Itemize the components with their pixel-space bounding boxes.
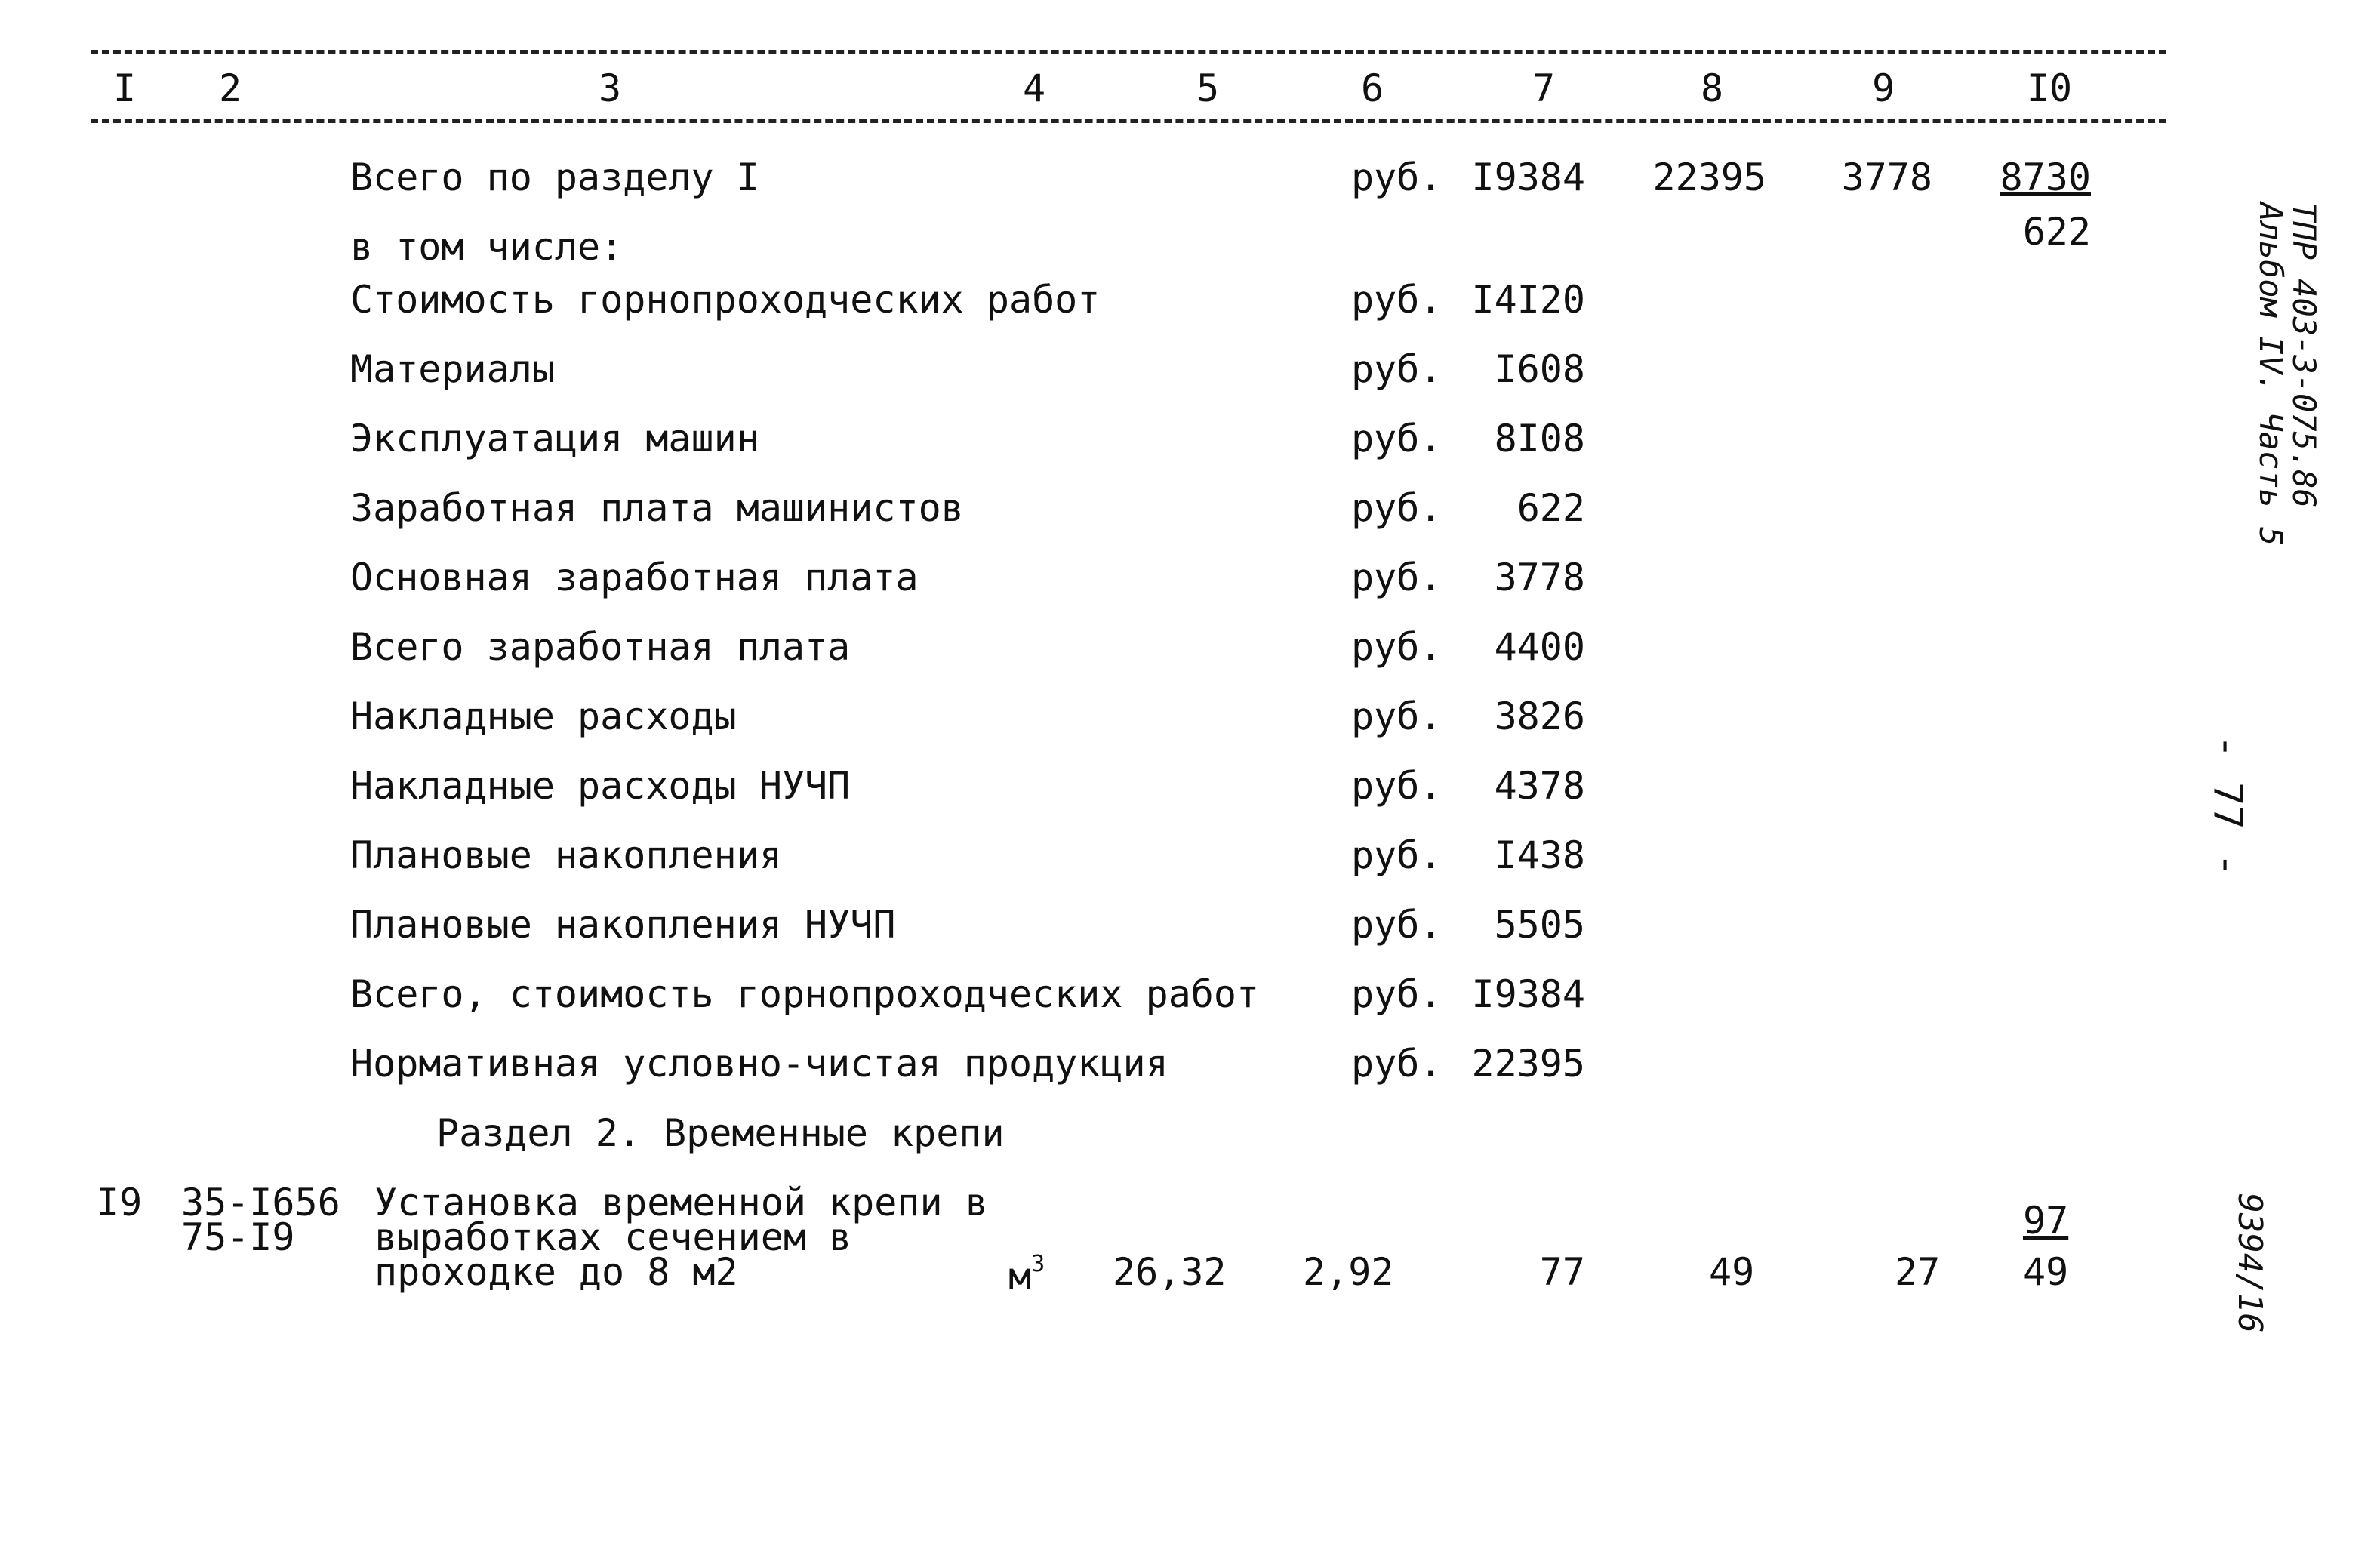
row19-number: I9 (97, 1181, 143, 1224)
item-value: 4378 (1494, 764, 1585, 808)
column-header-1: I (112, 66, 137, 110)
header-bottom-rule (91, 119, 2166, 123)
row19-col10-top: 97 (2023, 1199, 2069, 1243)
archive-stamp: 9394/16 (2231, 1193, 2270, 1333)
column-header-7: 7 (1532, 66, 1556, 110)
album-reference (2252, 202, 2323, 550)
row19-col10-bottom: 49 (2023, 1250, 2069, 1294)
item-value: 4400 (1494, 625, 1585, 669)
section1-total-col10-top: 8730 (2000, 156, 2091, 199)
row19-code1: 35-I656 (181, 1181, 340, 1224)
item-unit: руб. (1351, 347, 1442, 391)
item-value: I4I20 (1471, 278, 1585, 322)
column-header-8: 8 (1700, 66, 1724, 110)
item-unit: руб. (1351, 764, 1442, 808)
column-header-9: 9 (1871, 66, 1895, 110)
item-label: Нормативная условно-чистая продукция (350, 1042, 1168, 1086)
row19-col5: 26,32 (1113, 1250, 1227, 1294)
section2-title: Раздел 2. Временные крепи (436, 1111, 1005, 1155)
item-value: 22395 (1471, 1042, 1585, 1086)
column-header-10: I0 (2026, 66, 2073, 110)
section1-total-col9: 3778 (1841, 156, 1932, 199)
row19-desc-line1: Установка временной крепи в (374, 1181, 988, 1224)
album-reference-line1: ТПР 403-3-075.86 (2286, 202, 2323, 508)
item-label: Заработная плата машинистов (350, 486, 964, 530)
item-value: 5505 (1494, 903, 1585, 947)
item-unit: руб. (1351, 278, 1442, 322)
section1-total-col7: I9384 (1471, 156, 1585, 199)
item-label: Плановые накопления (350, 833, 782, 877)
section1-total-label: Всего по разделу I (350, 156, 759, 199)
item-label: Накладные расходы (350, 695, 737, 738)
column-header-3: 3 (598, 66, 622, 110)
item-label: Материалы (350, 347, 555, 391)
item-unit: руб. (1351, 556, 1442, 599)
item-unit: руб. (1351, 972, 1442, 1016)
item-label: Основная заработная плата (350, 556, 919, 599)
item-value: I608 (1494, 347, 1585, 391)
column-header-4: 4 (1022, 66, 1046, 110)
row19-code2: 75-I9 (181, 1215, 295, 1259)
item-value: 3826 (1494, 695, 1585, 738)
row19-desc-line3: проходке до 8 м2 (374, 1250, 738, 1294)
item-value: 3778 (1494, 556, 1585, 599)
row19-unit (1008, 1251, 1045, 1298)
column-header-6: 6 (1360, 66, 1384, 110)
section1-total-unit: руб. (1351, 156, 1442, 199)
row19-desc-line2: выработках сечением в (374, 1215, 852, 1259)
row19-col7: 77 (1539, 1250, 1585, 1294)
section1-total-col10-bottom: 622 (2022, 210, 2091, 254)
item-label: Всего, стоимость горнопроходческих работ (350, 972, 1260, 1016)
item-label: Эксплуатация машин (350, 417, 759, 460)
item-label: Стоимость горнопроходческих работ (350, 278, 1101, 322)
row19-col9: 27 (1895, 1250, 1941, 1294)
page-number: - 77 - (2204, 735, 2250, 877)
album-reference-line2: Альбом IV. Часть 5 (2252, 202, 2289, 547)
item-unit: руб. (1351, 903, 1442, 947)
item-label: Накладные расходы НУЧП (350, 764, 851, 808)
section1-total-col8: 22395 (1652, 156, 1766, 199)
item-value: 8I08 (1494, 417, 1585, 460)
item-unit: руб. (1351, 625, 1442, 669)
column-header-5: 5 (1196, 66, 1220, 110)
row19-unit-sup: 3 (1031, 1251, 1045, 1277)
item-value: 622 (1516, 486, 1585, 530)
including-label: в том числе: (350, 225, 623, 269)
item-unit: руб. (1351, 695, 1442, 738)
item-unit: руб. (1351, 833, 1442, 877)
header-top-rule (91, 50, 2166, 54)
item-label: Плановые накопления НУЧП (350, 903, 896, 947)
row19-col6: 2,92 (1303, 1250, 1394, 1294)
item-unit: руб. (1351, 1042, 1442, 1086)
item-unit: руб. (1351, 417, 1442, 460)
item-value: I438 (1494, 833, 1585, 877)
item-label: Всего заработная плата (350, 625, 851, 669)
item-unit: руб. (1351, 486, 1442, 530)
row19-unit-base: м (1008, 1255, 1032, 1298)
column-header-2: 2 (218, 66, 242, 110)
row19-col8: 49 (1709, 1250, 1755, 1294)
item-value: I9384 (1471, 972, 1585, 1016)
